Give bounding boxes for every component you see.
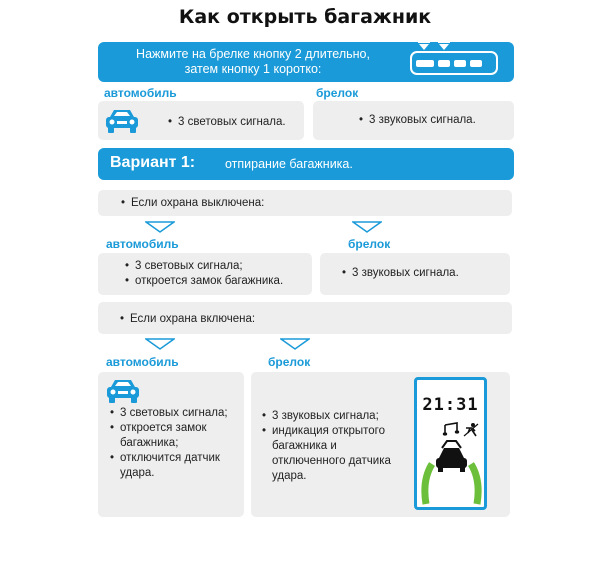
car-label: автомобиль (106, 355, 179, 369)
alarm-off-fob-box (320, 253, 510, 295)
arrow-down-icon (145, 338, 175, 350)
instruction-line-2: затем кнопку 1 коротко: (184, 62, 322, 76)
list-item: • Если охрана выключена: (121, 196, 264, 211)
car-icon (105, 378, 141, 404)
car-label: автомобиль (106, 237, 179, 251)
remote-fob-icon (410, 51, 498, 75)
alarm-off-car-box (98, 253, 312, 295)
list-item: • 3 световых сигнала; (125, 259, 283, 274)
variant-title: Вариант 1: (110, 154, 196, 171)
list-item: • откроется замок багажника. (125, 274, 283, 289)
list-item: • 3 световых сигнала; (110, 406, 240, 421)
arrow-down-icon (280, 338, 310, 350)
instruction-banner (98, 42, 514, 82)
instruction-text (118, 47, 388, 77)
shock-sensor-off-icon (463, 422, 479, 438)
list-item: • откроется замок багажника; (110, 421, 240, 451)
alarm-on-car-box (98, 372, 244, 517)
condition-alarm-on (98, 302, 512, 334)
list-item: • 3 звуковых сигнала. (359, 113, 476, 128)
list-item: • 3 звуковых сигнала; (262, 409, 397, 424)
list-item: • отключится датчик удара. (110, 451, 240, 481)
fob-label: брелок (316, 86, 359, 100)
list-item: • Если охрана включена: (120, 312, 255, 327)
fob-label: брелок (268, 355, 311, 369)
open-trunk-indicator (420, 440, 483, 506)
step1-fob-box (313, 101, 514, 140)
instruction-line-1: Нажмите на брелке кнопку 2 длительно, (136, 47, 370, 61)
variant-header (98, 148, 514, 180)
music-note-icon (442, 422, 460, 436)
arrow-down-icon (352, 221, 382, 233)
condition-alarm-off (98, 190, 512, 216)
fob-display-icon (414, 377, 487, 510)
car-label: автомобиль (104, 86, 177, 100)
list-item: • индикация открытого багажника и отключенного датчика удара. (262, 424, 397, 484)
car-icon (104, 108, 140, 134)
page-title: Как открыть багажник (178, 6, 432, 28)
list-item: • 3 световых сигнала. (168, 115, 286, 130)
fob-clock: 21:31 (422, 395, 479, 415)
variant-description: отпирание багажника. (225, 157, 353, 171)
fob-label: брелок (348, 237, 391, 251)
list-item: • 3 звуковых сигнала. (342, 266, 459, 281)
arrow-down-icon (145, 221, 175, 233)
step1-car-box (98, 101, 304, 140)
